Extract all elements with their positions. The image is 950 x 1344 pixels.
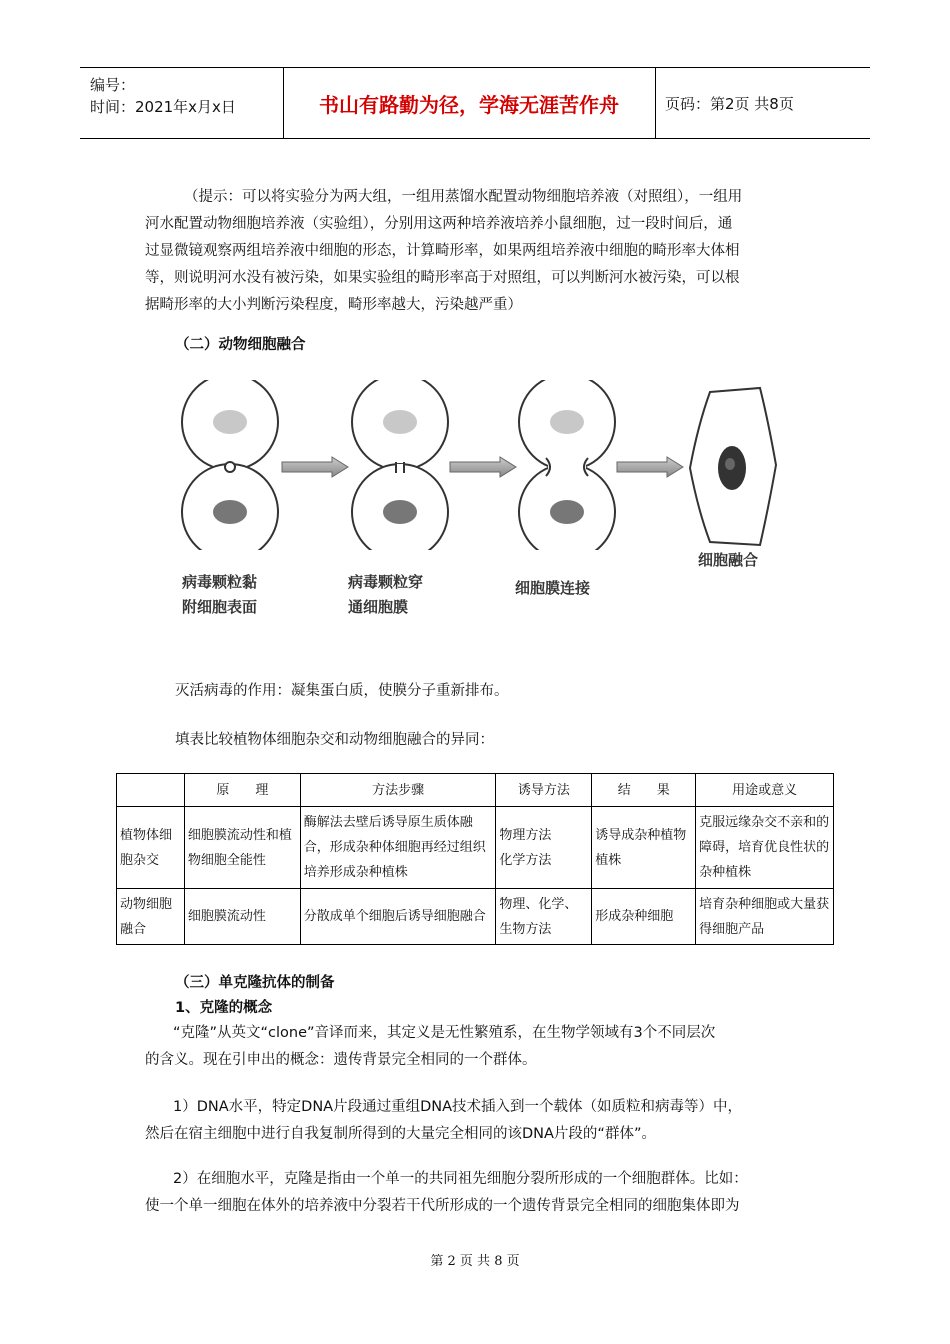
arrow-right-icon <box>450 457 516 477</box>
caption-stage-2: 病毒颗粒穿 通细胞膜 <box>348 573 424 616</box>
induce-cell: 物理、化学、生物方法 <box>496 889 592 945</box>
induce-cell: 物理方法 化学方法 <box>496 807 592 889</box>
principle-cell: 细胞膜流动性和植物细胞全能性 <box>184 807 300 889</box>
header-divider <box>655 68 656 138</box>
section-3-title: （三）单克隆抗体的制备 <box>175 975 335 991</box>
time-label: 时间：2021年x月x日 <box>90 98 236 116</box>
table-row-plant <box>117 807 834 889</box>
table-header-cell: 结 果 <box>592 774 696 807</box>
table-intro-text: 填表比较植物体细胞杂交和动物细胞融合的异同： <box>175 732 494 748</box>
use-cell: 克服远缘杂交不亲和的障碍，培育优良性状的杂种植株 <box>696 807 834 889</box>
steps-cell: 分散成单个细胞后诱导细胞融合 <box>300 889 496 945</box>
text-line: “克隆”从英文“clone”音译而来，其定义是无性繁殖系，在生物学领域有3个不同层次 <box>173 1025 716 1041</box>
hint-line: 河水配置动物细胞培养液（实验组），分别用这两种培养液培养小鼠细胞，过一段时间后，通 <box>145 216 733 232</box>
text-line: 1）DNA水平，特定DNA片段通过重组DNA技术插入到一个载体（如质粒和病毒等）中， <box>173 1099 743 1115</box>
stage-1-cells <box>182 380 278 550</box>
use-cell: 培育杂种细胞或大量获得细胞产品 <box>696 889 834 945</box>
cell-fusion-diagram <box>170 380 800 620</box>
table-row-animal <box>117 889 834 945</box>
page-footer: 第 2 页 共 8 页 <box>430 1254 520 1269</box>
stage-2-cells <box>352 380 448 550</box>
caption-stage-3: 细胞膜连接 <box>515 579 591 597</box>
header-meta <box>90 74 236 118</box>
clone-definition <box>145 1020 810 1074</box>
stage-4-fused-cell <box>690 388 776 545</box>
number-label: 编号： <box>90 76 136 94</box>
hint-line: （提示：可以将实验分为两大组，一组用蒸馏水配置动物细胞培养液（对照组），一组用 <box>184 189 743 205</box>
virus-role-text: 灭活病毒的作用：凝集蛋白质，使膜分子重新排布。 <box>175 683 509 699</box>
hint-line: 据畸形率的大小判断污染程度，畸形率越大，污染越严重） <box>145 297 522 313</box>
header-motto: 书山有路勤为径，学海无涯苦作舟 <box>319 92 619 117</box>
clone-point-1 <box>145 1094 810 1148</box>
page-header <box>80 67 870 139</box>
caption-stage-1: 病毒颗粒黏 附细胞表面 <box>182 573 258 616</box>
row-label: 动物细胞融合 <box>117 889 185 945</box>
section-2-title: （二）动物细胞融合 <box>175 337 306 353</box>
arrow-right-icon <box>617 457 683 477</box>
arrow-right-icon <box>282 457 348 477</box>
hint-line: 过显微镜观察两组培养液中细胞的形态，计算畸形率，如果两组培养液中细胞的畸形率大体相 <box>145 243 740 259</box>
text-line: 然后在宿主细胞中进行自我复制所得到的大量完全相同的该DNA片段的“群体”。 <box>145 1126 656 1142</box>
row-label: 植物体细胞杂交 <box>117 807 185 889</box>
table-header-cell: 原 理 <box>184 774 300 807</box>
principle-cell: 细胞膜流动性 <box>184 889 300 945</box>
table-header-cell: 方法步骤 <box>300 774 496 807</box>
cell-fusion-illustration <box>170 380 800 550</box>
caption-stage-4: 细胞融合 <box>698 551 759 569</box>
text-line: 使一个单一细胞在体外的培养液中分裂若干代所形成的一个遗传背景完全相同的细胞集体即为 <box>145 1198 740 1214</box>
table-header-cell <box>117 774 185 807</box>
subsection-1-title: 1、克隆的概念 <box>175 1000 273 1016</box>
hint-paragraph <box>145 184 812 319</box>
table-header-cell: 用途或意义 <box>696 774 834 807</box>
table-header-cell: 诱导方法 <box>496 774 592 807</box>
result-cell: 形成杂种细胞 <box>592 889 696 945</box>
stage-3-cells <box>519 380 615 550</box>
table-header-row <box>117 774 834 807</box>
steps-cell: 酶解法去壁后诱导原生质体融合，形成杂种体细胞再经过组织培养形成杂种植株 <box>300 807 496 889</box>
result-cell: 诱导成杂种植物植株 <box>592 807 696 889</box>
hint-line: 等，则说明河水没有被污染，如果实验组的畸形率高于对照组，可以判断河水被污染，可以根 <box>145 270 740 286</box>
text-line: 2）在细胞水平，克隆是指由一个单一的共同祖先细胞分裂所形成的一个细胞群体。比如： <box>173 1171 748 1187</box>
clone-point-2 <box>145 1166 810 1220</box>
comparison-table <box>116 773 834 945</box>
header-page-info: 页码：第2页 共8页 <box>665 94 794 113</box>
text-line: 的含义。现在引申出的概念：遗传背景完全相同的一个群体。 <box>145 1052 537 1068</box>
